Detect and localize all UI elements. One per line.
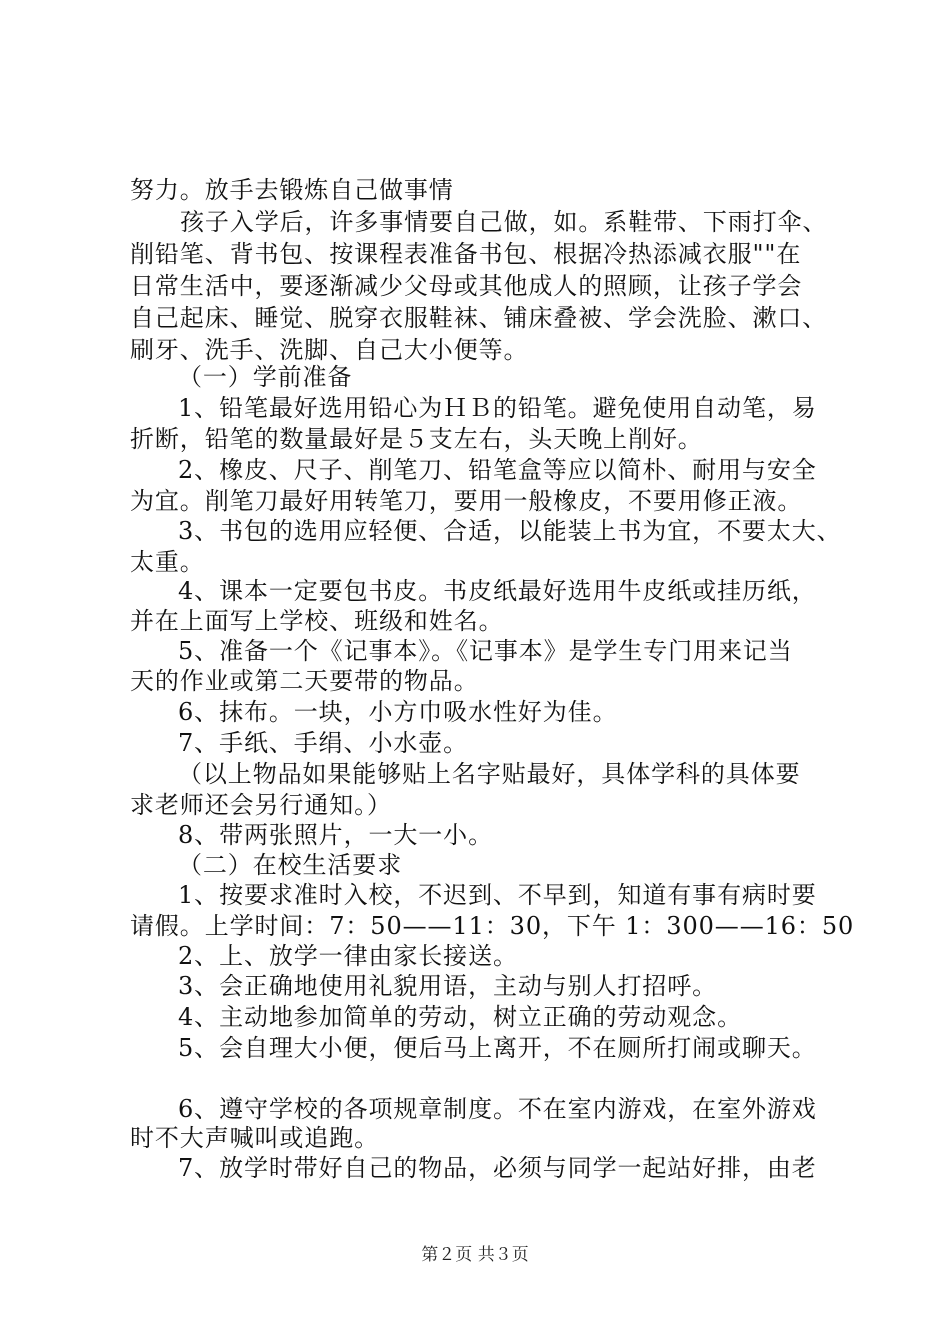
- list-item-line: 3、会正确地使用礼貌用语，主动与别人打招呼。: [178, 972, 718, 1000]
- list-item-line: 6、遵守学校的各项规章制度。不在室内游戏，在室外游戏: [178, 1095, 817, 1123]
- paragraph-line: 孩子入学后，许多事情要自己做，如。系鞋带、下雨打伞、: [180, 208, 828, 236]
- list-item-line: 并在上面写上学校、班级和姓名。: [130, 607, 504, 635]
- paragraph-line: 刷牙、洗手、洗脚、自己大小便等。: [130, 336, 529, 364]
- list-item-line: 4、课本一定要包书皮。书皮纸最好选用牛皮纸或挂历纸，: [178, 577, 817, 605]
- list-item-line: 为宜。削笔刀最好用转笔刀，要用一般橡皮，不要用修正液。: [130, 487, 803, 515]
- note-line: （以上物品如果能够贴上名字贴最好，具体学科的具体要: [178, 760, 801, 788]
- list-item-line: 6、抹布。一块，小方巾吸水性好为佳。: [178, 698, 618, 726]
- section-heading: （二）在校生活要求: [178, 851, 403, 879]
- list-item-line: 天的作业或第二天要带的物品。: [130, 667, 479, 695]
- page-footer: 第２页 共３页: [421, 1245, 529, 1265]
- list-item-line: 7、手纸、手绢、小水壶。: [178, 729, 469, 757]
- paragraph-line: 削铅笔、背书包、按课程表准备书包、根据冷热添减衣服""在: [130, 240, 802, 268]
- list-item-line: 2、上、放学一律由家长接送。: [178, 942, 518, 970]
- list-item-line: 请假。上学时间：7：50——11：30，下午 1：300——16：50: [130, 912, 855, 940]
- list-item-line: 3、书包的选用应轻便、合适，以能装上书为宜，不要太大、: [178, 517, 842, 545]
- section-heading: （一）学前准备: [178, 363, 353, 391]
- list-item-line: 5、准备一个《记事本》。《记事本》是学生专门用来记当: [178, 637, 793, 665]
- paragraph-line: 日常生活中，要逐渐减少父母或其他成人的照顾，让孩子学会: [130, 272, 803, 300]
- list-item-line: 8、带两张照片，一大一小。: [178, 821, 493, 849]
- list-item-line: 7、放学时带好自己的物品，必须与同学一起站好排，由老: [178, 1154, 817, 1182]
- text-line: 努力。放手去锻炼自己做事情: [130, 176, 454, 204]
- list-item-line: 1、铅笔最好选用铅心为ＨＢ的铅笔。避免使用自动笔，易: [178, 394, 817, 422]
- list-item-line: 时不大声喊叫或追跑。: [130, 1124, 379, 1152]
- note-line: 求老师还会另行通知。）: [130, 791, 392, 819]
- list-item-line: 1、按要求准时入校，不迟到、不早到，知道有事有病时要: [178, 881, 817, 909]
- paragraph-line: 自己起床、睡觉、脱穿衣服鞋袜、铺床叠被、学会洗脸、漱口、: [130, 304, 828, 332]
- list-item-line: 4、主动地参加简单的劳动，树立正确的劳动观念。: [178, 1003, 742, 1031]
- list-item-line: 5、会自理大小便，便后马上离开，不在厕所打闹或聊天。: [178, 1034, 817, 1062]
- list-item-line: 太重。: [130, 548, 205, 576]
- list-item-line: 2、橡皮、尺子、削笔刀、铅笔盒等应以简朴、耐用与安全: [178, 456, 817, 484]
- list-item-line: 折断，铅笔的数量最好是５支左右，头天晚上削好。: [130, 425, 703, 453]
